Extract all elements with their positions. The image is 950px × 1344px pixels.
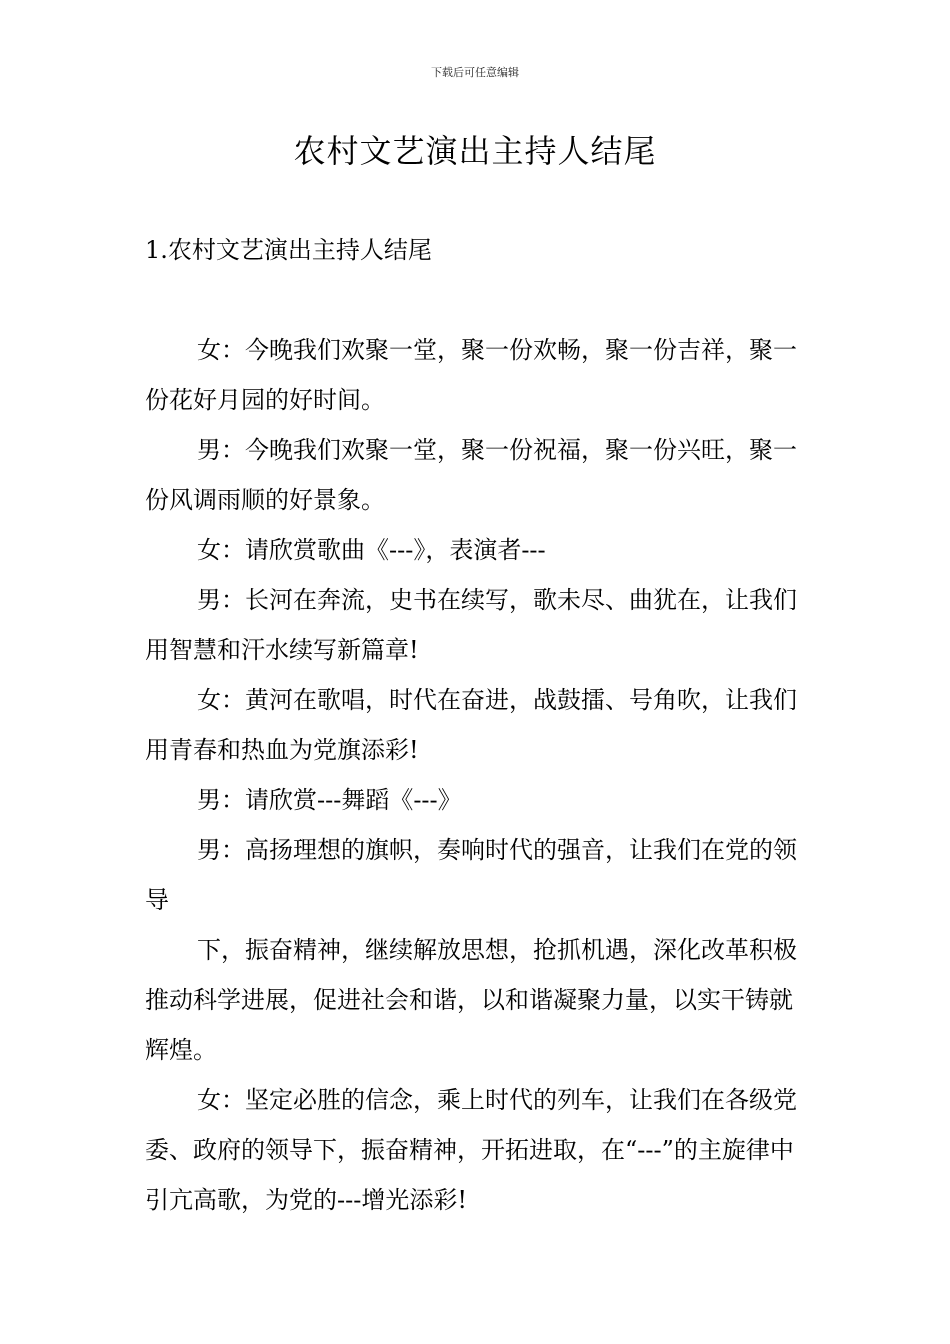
paragraph: 下，振奋精神，继续解放思想，抢抓机遇，深化改革积极推动科学进展，促进社会和谐，以和谐凝聚力量，以实干铸就辉煌。 [145,936,797,1064]
header-note: 下载后可任意编辑 [431,66,519,79]
paragraph: 女：坚定必胜的信念，乘上时代的列车，让我们在各级党委、政府的领导下，振奋精神，开拓进取，在“---”的主旋律中引亢高歌，为党的---增光添彩! [145,1086,797,1214]
paragraph: 男：今晚我们欢聚一堂，聚一份祝福，聚一份兴旺，聚一份风调雨顺的好景象。 [145,436,797,514]
paragraph: 女：请欣赏歌曲《---》，表演者--- [197,536,546,564]
paragraph: 女：黄河在歌唱，时代在奋进，战鼓擂、号角吹，让我们用青春和热血为党旗添彩! [145,686,797,764]
paragraph: 男：长河在奔流，史书在续写，歌未尽、曲犹在，让我们用智慧和汗水续写新篇章! [145,586,797,664]
document-title: 农村文艺演出主持人结尾 [293,132,657,170]
paragraph: 女：今晚我们欢聚一堂，聚一份欢畅，聚一份吉祥，聚一份花好月园的好时间。 [145,336,797,414]
paragraph: 男：高扬理想的旗帜，奏响时代的强音，让我们在党的领导 [145,836,797,914]
document-body [145,325,809,1225]
section-heading: 1.农村文艺演出主持人结尾 [145,236,432,264]
paragraph: 男：请欣赏---舞蹈《---》 [197,786,462,814]
